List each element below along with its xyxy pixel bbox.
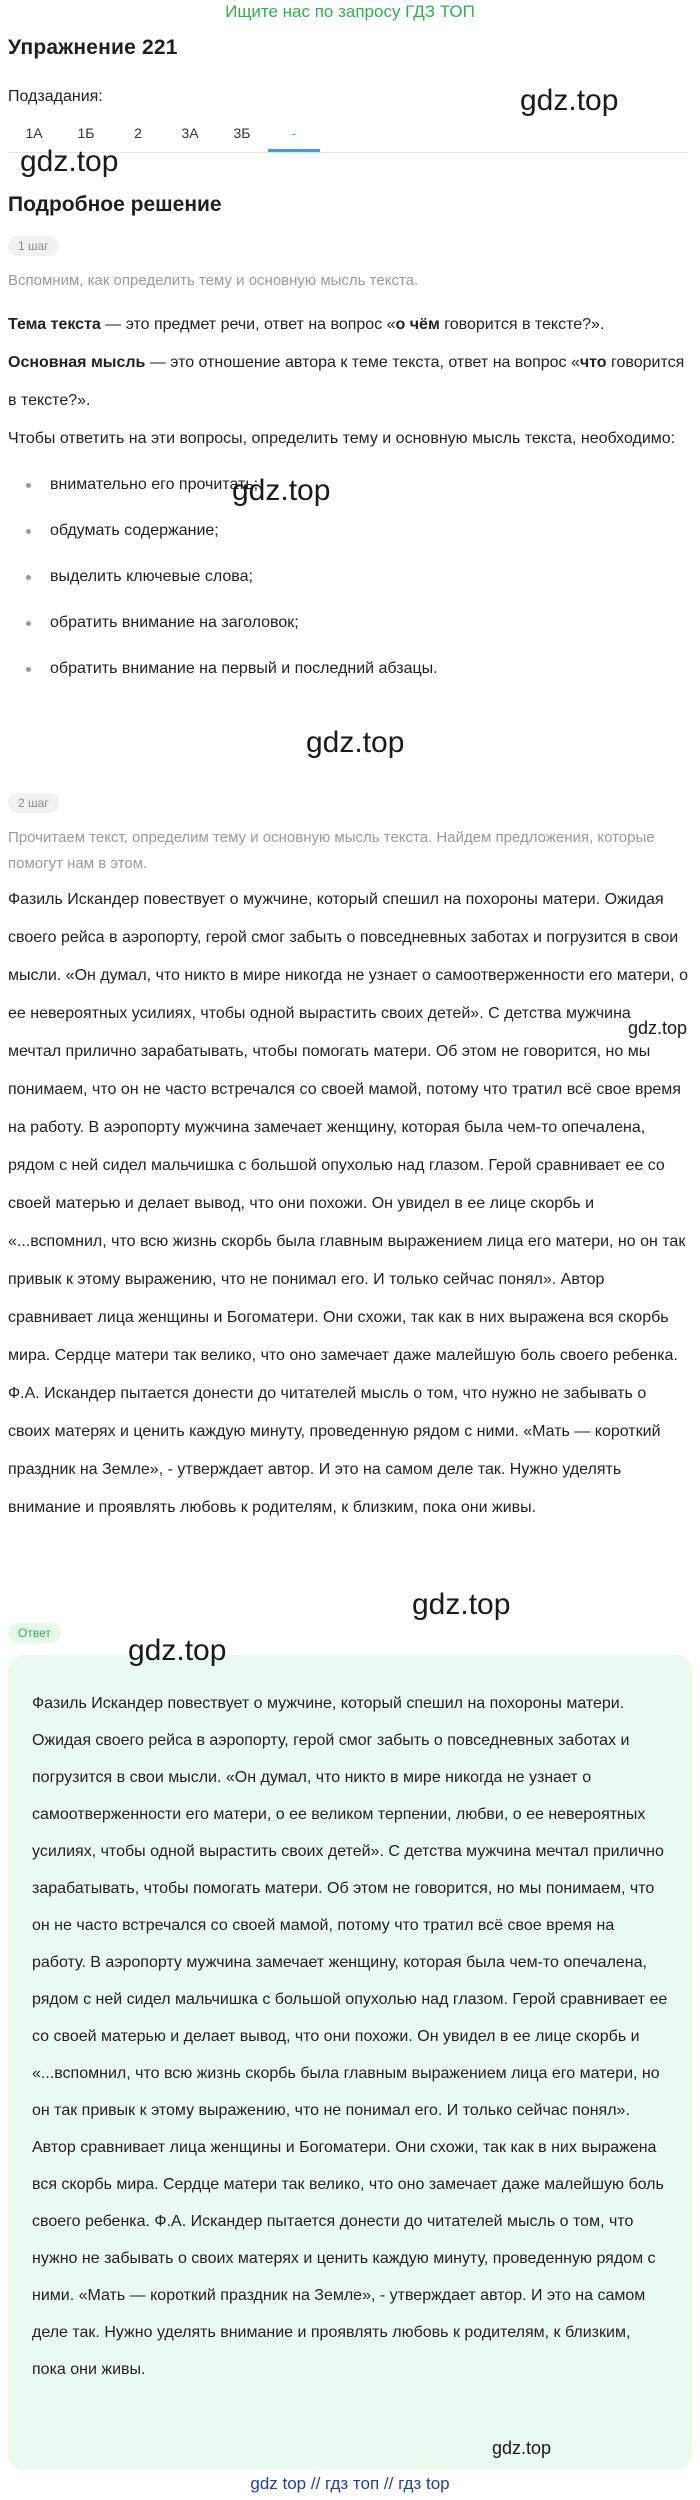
watermark-text: gdz.top	[628, 1018, 688, 1038]
tab-current[interactable]: -	[268, 118, 320, 152]
top-banner[interactable]: Ищите нас по запросу ГДЗ ТОП	[225, 2, 475, 21]
watermark-text: gdz.top	[306, 726, 405, 759]
answer-box	[8, 1655, 692, 2470]
watermark-text: gdz.top	[492, 2438, 552, 2458]
step-2-hint: Прочитаем текст, определим тему и основную мысль текста. Найдем предложения, которые помогут нам в этом.	[8, 829, 655, 872]
definition-topic-bold: о чём	[395, 316, 440, 333]
steps-intro: Чтобы ответить на эти вопросы, определить тему и основную мысль текста, необходимо:	[8, 430, 676, 447]
watermark-text: gdz.top	[128, 1634, 227, 1667]
list-item: обдумать содержание;	[8, 508, 688, 554]
definition-main-idea-bold: что	[579, 354, 607, 371]
definition-topic-text-a: — это предмет речи, ответ на вопрос «	[100, 316, 396, 333]
footer-separator: //	[379, 2474, 399, 2493]
definition-topic-text-b: говорится в тексте?».	[439, 316, 605, 333]
footer-link-gdz-top-ru[interactable]: гдз топ	[325, 2474, 380, 2493]
step-1	[8, 236, 688, 692]
tab-1b[interactable]: 1Б	[77, 125, 95, 141]
tab-1a[interactable]: 1А	[25, 125, 43, 141]
step-1-badge: 1 шаг	[8, 236, 59, 256]
answer-badge: Ответ	[8, 1623, 61, 1643]
watermark-text: gdz.top	[20, 145, 119, 178]
tab-2[interactable]: 2	[134, 125, 142, 141]
definition-topic-term: Тема текста	[8, 316, 101, 333]
footer-link-gdz-top-mixed[interactable]: гдз top	[398, 2474, 450, 2493]
subtasks-label: Подзадания:	[8, 88, 103, 105]
watermark-text: gdz.top	[232, 474, 331, 507]
definition-main-idea-term: Основная мысль	[8, 354, 146, 371]
list-item: обратить внимание на заголовок;	[8, 600, 688, 646]
definition-main-idea-text-b: говорится в тексте?».	[8, 354, 685, 409]
definition-topic	[8, 306, 688, 344]
footer-separator: //	[306, 2474, 326, 2493]
definition-main-idea-text-a: — это отношение автора к теме текста, ответ на вопрос «	[145, 354, 580, 371]
watermark-text: gdz.top	[412, 1588, 511, 1621]
watermark-text: gdz.top	[520, 84, 619, 117]
list-item: обратить внимание на первый и последний абзацы.	[8, 646, 688, 692]
definition-main-idea	[8, 344, 688, 420]
section-title: Подробное решение	[8, 193, 222, 216]
step-2-text: Фазиль Искандер повествует о мужчине, который спешил на похороны матери. Ожидая своего рейса в аэропорту, герой смог забыть о повседневных заботах и погрузится в свои мысли. «Он думал, что никто в мире никогда не узнает о самоотверженности его матери, о ее невероятных усилиях, чтобы одной вырастить своих детей». С детства мужчина мечтал прилично зарабатывать, чтобы помогать матери. Об этом не говорится, но мы понимаем, что он не часто встречался со своей мамой, потому что тратил всё свое время на работу. В аэропорту мужчина замечает женщину, которая была чем-то опечалена, рядом с ней сидел мальчишка с большой опухолью над глазом. Герой сравнивает ее со своей матерью и делает вывод, что они похожи. Он увидел в ее лице скорбь и «...вспомнил, что всю жизнь скорбь была главным выражением лица его матери, но он так привык к этому выражению, что не понимал его. И только сейчас понял». Автор сравнивает лица женщины и Богоматери. Они схожи, так как в них выражена вся скорбь мира. Сердце матери так велико, что оно замечает даже малейшую боль своего ребенка. Ф.А. Искандер пытается донести до читателей мысль о том, что нужно не забывать о своих матерях и ценить каждую минуту, проведенную рядом с ними. «Мать — короткий праздник на Земле», - утверждает автор. И это на самом деле так. Нужно уделять внимание и проявлять любовь к родителям, к близким, пока они живы.	[8, 891, 688, 1516]
list-item: выделить ключевые слова;	[8, 554, 688, 600]
list-item: внимательно его прочитать;	[8, 462, 688, 508]
step-2-badge: 2 шаг	[8, 793, 59, 813]
answer-text: Фазиль Искандер повествует о мужчине, который спешил на похороны матери. Ожидая своего рейса в аэропорту, герой смог забыть о повседневных заботах и погрузится в свои мысли. «Он думал, что никто в мире никогда не узнает о самоотверженности его матери, о ее великом терпении, любви, о ее невероятных усилиях, чтобы одной вырастить своих детей». С детства мужчина мечтал прилично зарабатывать, чтобы помогать матери. Об этом не говорится, но мы понимаем, что он не часто встречался со своей мамой, потому что тратил всё свое время на работу. В аэропорту мужчина замечает женщину, которая была чем-то опечалена, рядом с ней сидел мальчишка с большой опухолью над глазом. Герой сравнивает ее со своей матерью и делает вывод, что они похожи. Он увидел в ее лице скорбь и «...вспомнил, что всю жизнь скорбь была главным выражением лица его матери, но он так привык к этому выражению, что не понимал его. И только сейчас понял». Автор сравнивает лица женщины и Богоматери. Они схожи, так как в них выражена вся скорбь мира. Сердце матери так велико, что оно замечает даже малейшую боль своего ребенка. Ф.А. Искандер пытается донести до читателей мысль о том, что нужно не забывать о своих матерях и ценить каждую минуту, проведенную рядом с ними. «Мать — короткий праздник на Земле», - утверждает автор. И это на самом деле так. Нужно уделять внимание и проявлять любовь к родителям, к близким, пока они живы.	[32, 1695, 668, 2378]
footer-link-gdz-top[interactable]: gdz top	[250, 2474, 307, 2493]
step-1-hint: Вспомним, как определить тему и основную мысль текста.	[8, 272, 419, 289]
page-title: Упражнение 221	[8, 36, 178, 59]
tab-3a[interactable]: 3А	[181, 125, 199, 141]
footer-links	[0, 2474, 700, 2494]
step-2	[8, 793, 688, 1527]
tab-3b[interactable]: 3Б	[233, 125, 251, 141]
steps-list	[8, 462, 688, 692]
